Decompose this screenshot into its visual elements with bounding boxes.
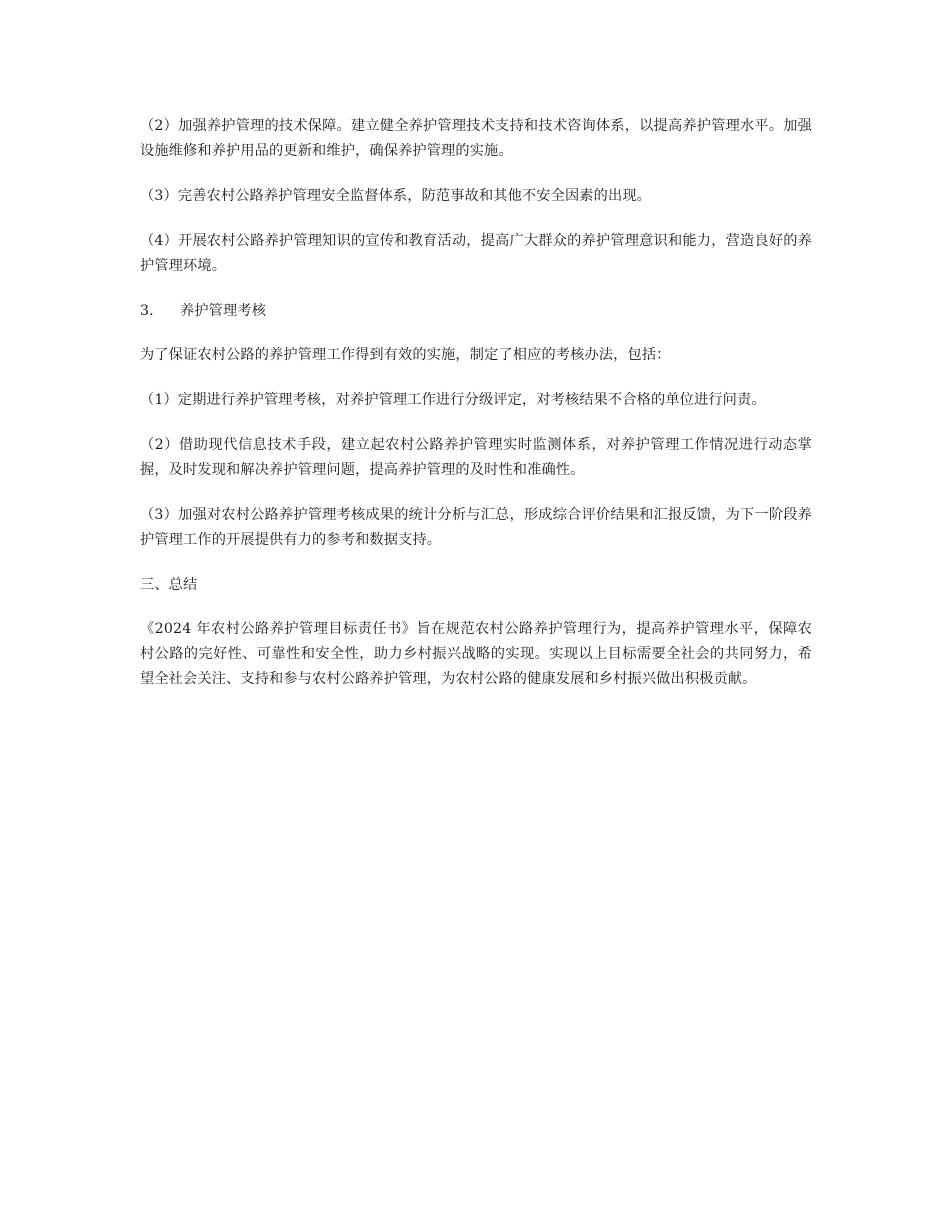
section3-title: 养护管理考核 <box>180 303 267 319</box>
document-body <box>140 114 812 712</box>
section2-item-4: （4）开展农村公路养护管理知识的宣传和教育活动，提高广大群众的养护管理意识和能力，营造良好的养护管理环境。 <box>140 233 812 274</box>
section2-item-2: （2）加强养护管理的技术保障。建立健全养护管理技术支持和技术咨询体系，以提高养护管理水平。加强设施维修和养护用品的更新和维护，确保养护管理的实施。 <box>140 118 812 159</box>
summary-body: 《2024 年农村公路养护管理目标责任书》旨在规范农村公路养护管理行为，提高养护管理水平，保障农村公路的完好性、可靠性和安全性，助力乡村振兴战略的实现。实现以上目标需要全社会的共同努力，希望全社会关注、支持和参与农村公路养护管理，为农村公路的健康发展和乡村振兴做出积极贡献。 <box>140 621 812 687</box>
section3-number: 3. <box>140 303 154 319</box>
summary-heading: 三、总结 <box>140 577 198 593</box>
section3-item-1: （1）定期进行养护管理考核，对养护管理工作进行分级评定，对考核结果不合格的单位进行问责。 <box>140 392 766 408</box>
section2-item-3: （3）完善农村公路养护管理安全监督体系，防范事故和其他不安全因素的出现。 <box>140 188 651 204</box>
section3-item-3: （3）加强对农村公路养护管理考核成果的统计分析与汇总，形成综合评价结果和汇报反馈，为下一阶段养护管理工作的开展提供有力的参考和数据支持。 <box>140 507 812 548</box>
section3-heading <box>140 299 812 324</box>
section3-item-2: （2）借助现代信息技术手段，建立起农村公路养护管理实时监测体系，对养护管理工作情况进行动态掌握，及时发现和解决养护管理问题，提高养护管理的及时性和准确性。 <box>140 437 812 478</box>
section3-intro: 为了保证农村公路的养护管理工作得到有效的实施，制定了相应的考核办法，包括： <box>140 347 671 363</box>
